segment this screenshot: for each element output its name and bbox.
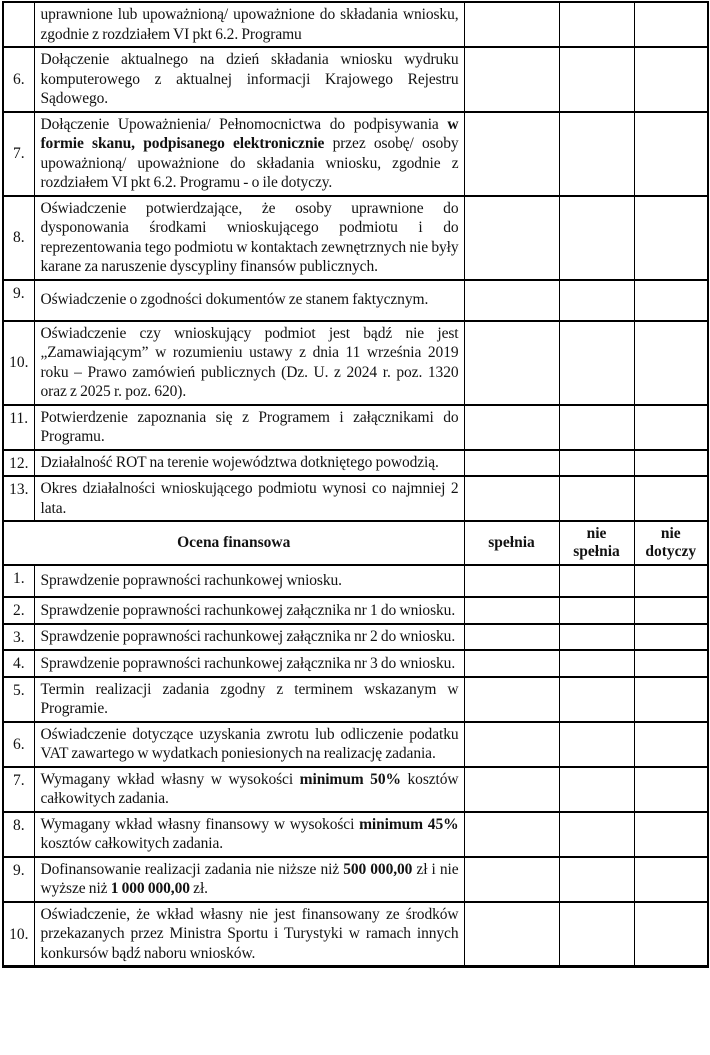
- answer-cell-nie-dotyczy: [634, 857, 708, 902]
- answer-cell-nie-spelnia: [559, 2, 634, 47]
- answer-cell-spelnia: [464, 112, 559, 196]
- table-row: [3, 722, 708, 767]
- answer-cell-nie-spelnia: [559, 476, 634, 521]
- table-row: [3, 857, 708, 902]
- answer-cell-nie-spelnia: [559, 650, 634, 677]
- answer-cell-nie-spelnia: [559, 112, 634, 196]
- answer-cell-nie-dotyczy: [634, 767, 708, 812]
- criterion-text: Sprawdzenie poprawności rachunkowej załącznika nr 3 do wniosku.: [34, 650, 464, 677]
- criterion-text: Oświadczenie dotyczące uzyskania zwrotu lub odliczenie podatku VAT zawartego w wydatkach poniesionych na realizację zadania.: [34, 722, 464, 767]
- answer-cell-spelnia: [464, 767, 559, 812]
- answer-cell-nie-dotyczy: [634, 677, 708, 722]
- answer-cell-nie-spelnia: [559, 767, 634, 812]
- answer-cell-nie-spelnia: [559, 196, 634, 280]
- row-number: 11.: [3, 405, 34, 450]
- answer-cell-nie-spelnia: [559, 677, 634, 722]
- table-row: [3, 47, 708, 112]
- table-row: [3, 280, 708, 321]
- criterion-text: Wymagany wkład własny finansowy w wysokości minimum 45% kosztów całkowitych zadania.: [34, 812, 464, 857]
- row-number: 6.: [3, 47, 34, 112]
- table-row: [3, 677, 708, 722]
- answer-cell-spelnia: [464, 677, 559, 722]
- answer-cell-nie-spelnia: [559, 565, 634, 597]
- row-number: 4.: [3, 650, 34, 677]
- table-row: [3, 321, 708, 405]
- answer-cell-spelnia: [464, 280, 559, 321]
- table-row: [3, 2, 708, 47]
- answer-cell-spelnia: [464, 722, 559, 767]
- answer-cell-nie-dotyczy: [634, 476, 708, 521]
- answer-cell-spelnia: [464, 624, 559, 651]
- row-number: 10.: [3, 321, 34, 405]
- answer-cell-nie-dotyczy: [634, 112, 708, 196]
- answer-cell-nie-spelnia: [559, 280, 634, 321]
- column-header-spelnia: spełnia: [464, 521, 559, 565]
- answer-cell-spelnia: [464, 196, 559, 280]
- answer-cell-spelnia: [464, 47, 559, 112]
- table-row: [3, 112, 708, 196]
- answer-cell-nie-dotyczy: [634, 450, 708, 477]
- answer-cell-nie-dotyczy: [634, 2, 708, 47]
- answer-cell-spelnia: [464, 650, 559, 677]
- answer-cell-spelnia: [464, 812, 559, 857]
- row-number: [3, 2, 34, 47]
- answer-cell-nie-spelnia: [559, 405, 634, 450]
- row-number: 8.: [3, 196, 34, 280]
- row-number: 9.: [3, 857, 34, 902]
- answer-cell-nie-dotyczy: [634, 597, 708, 624]
- criterion-text: Wymagany wkład własny w wysokości minimum 50% kosztów całkowitych zadania.: [34, 767, 464, 812]
- table-row: [3, 476, 708, 521]
- answer-cell-nie-dotyczy: [634, 321, 708, 405]
- evaluation-checklist-table: [2, 1, 709, 968]
- answer-cell-nie-dotyczy: [634, 902, 708, 967]
- table-row: [3, 565, 708, 597]
- criterion-text: Oświadczenie potwierdzające, że osoby uprawnione do dysponowania środkami wnioskującego podmiotu i do reprezentowania tego podmiotu w kontaktach zewnętrznych nie były karane za naruszenie dyscypliny finansów publicznych.: [34, 196, 464, 280]
- criterion-text: Okres działalności wnioskującego podmiotu wynosi co najmniej 2 lata.: [34, 476, 464, 521]
- answer-cell-nie-dotyczy: [634, 722, 708, 767]
- row-number: 6.: [3, 722, 34, 767]
- answer-cell-nie-spelnia: [559, 857, 634, 902]
- table-row: [3, 450, 708, 477]
- answer-cell-nie-spelnia: [559, 450, 634, 477]
- answer-cell-spelnia: [464, 857, 559, 902]
- answer-cell-nie-dotyczy: [634, 280, 708, 321]
- answer-cell-nie-dotyczy: [634, 47, 708, 112]
- answer-cell-spelnia: [464, 902, 559, 967]
- answer-cell-spelnia: [464, 565, 559, 597]
- criterion-text: Sprawdzenie poprawności rachunkowej załącznika nr 1 do wniosku.: [34, 597, 464, 624]
- column-header-nie-spelnia: nie spełnia: [559, 521, 634, 565]
- section-title: Ocena finansowa: [3, 521, 464, 565]
- row-number: 3.: [3, 624, 34, 651]
- criterion-text: uprawnione lub upoważnioną/ upoważnione do składania wniosku, zgodnie z rozdziałem VI pkt 6.2. Programu: [34, 2, 464, 47]
- answer-cell-spelnia: [464, 2, 559, 47]
- criterion-text: Dofinansowanie realizacji zadania nie niższe niż 500 000,00 zł i nie wyższe niż 1 000 000,00 zł.: [34, 857, 464, 902]
- answer-cell-spelnia: [464, 405, 559, 450]
- answer-cell-nie-spelnia: [559, 624, 634, 651]
- answer-cell-nie-spelnia: [559, 812, 634, 857]
- answer-cell-spelnia: [464, 321, 559, 405]
- answer-cell-nie-dotyczy: [634, 196, 708, 280]
- answer-cell-nie-spelnia: [559, 597, 634, 624]
- answer-cell-nie-spelnia: [559, 47, 634, 112]
- table-row: [3, 650, 708, 677]
- table-row: [3, 767, 708, 812]
- table-row: [3, 196, 708, 280]
- answer-cell-nie-spelnia: [559, 722, 634, 767]
- answer-cell-spelnia: [464, 476, 559, 521]
- row-number: 5.: [3, 677, 34, 722]
- column-header-nie-dotyczy: nie dotyczy: [634, 521, 708, 565]
- criterion-text: Sprawdzenie poprawności rachunkowej załącznika nr 2 do wniosku.: [34, 624, 464, 651]
- answer-cell-spelnia: [464, 450, 559, 477]
- table-row: [3, 902, 708, 967]
- answer-cell-nie-dotyczy: [634, 565, 708, 597]
- criterion-text: Działalność ROT na terenie województwa dotkniętego powodzią.: [34, 450, 464, 477]
- answer-cell-nie-dotyczy: [634, 812, 708, 857]
- criterion-text: Dołączenie aktualnego na dzień składania wniosku wydruku komputerowego z aktualnej informacji Krajowego Rejestru Sądowego.: [34, 47, 464, 112]
- answer-cell-nie-spelnia: [559, 321, 634, 405]
- row-number: 7.: [3, 767, 34, 812]
- row-number: 1.: [3, 565, 34, 597]
- answer-cell-spelnia: [464, 597, 559, 624]
- table-row: [3, 812, 708, 857]
- answer-cell-nie-dotyczy: [634, 624, 708, 651]
- answer-cell-nie-spelnia: [559, 902, 634, 967]
- criterion-text: Sprawdzenie poprawności rachunkowej wniosku.: [34, 565, 464, 597]
- criterion-text: Potwierdzenie zapoznania się z Programem i załącznikami do Programu.: [34, 405, 464, 450]
- financial-section-header-row: [3, 521, 708, 565]
- row-number: 9.: [3, 280, 34, 321]
- criterion-text: Oświadczenie czy wnioskujący podmiot jest bądź nie jest „Zamawiającym” w rozumieniu ustawy z dnia 11 września 2019 roku – Prawo zamówień publicznych (Dz. U. z 2024 r. poz. 1320 oraz z 2025 r. poz. 620).: [34, 321, 464, 405]
- criterion-text: Oświadczenie, że wkład własny nie jest finansowany ze środków przekazanych przez Ministra Sportu i Turystyki w ramach innych konkursów bądź naboru wniosków.: [34, 902, 464, 967]
- row-number: 12.: [3, 450, 34, 477]
- table-row: [3, 597, 708, 624]
- row-number: 7.: [3, 112, 34, 196]
- row-number: 8.: [3, 812, 34, 857]
- answer-cell-nie-dotyczy: [634, 405, 708, 450]
- criterion-text: Dołączenie Upoważnienia/ Pełnomocnictwa do podpisywania w formie skanu, podpisanego elektronicznie przez osobę/ osoby upoważnioną/ upoważnione do składania wniosku, zgodnie z rozdziałem VI pkt 6.2. Programu - o ile dotyczy.: [34, 112, 464, 196]
- table-row: [3, 624, 708, 651]
- table-row: [3, 405, 708, 450]
- criterion-text: Termin realizacji zadania zgodny z terminem wskazanym w Programie.: [34, 677, 464, 722]
- row-number: 2.: [3, 597, 34, 624]
- row-number: 13.: [3, 476, 34, 521]
- criterion-text: Oświadczenie o zgodności dokumentów ze stanem faktycznym.: [34, 280, 464, 321]
- row-number: 10.: [3, 902, 34, 967]
- answer-cell-nie-dotyczy: [634, 650, 708, 677]
